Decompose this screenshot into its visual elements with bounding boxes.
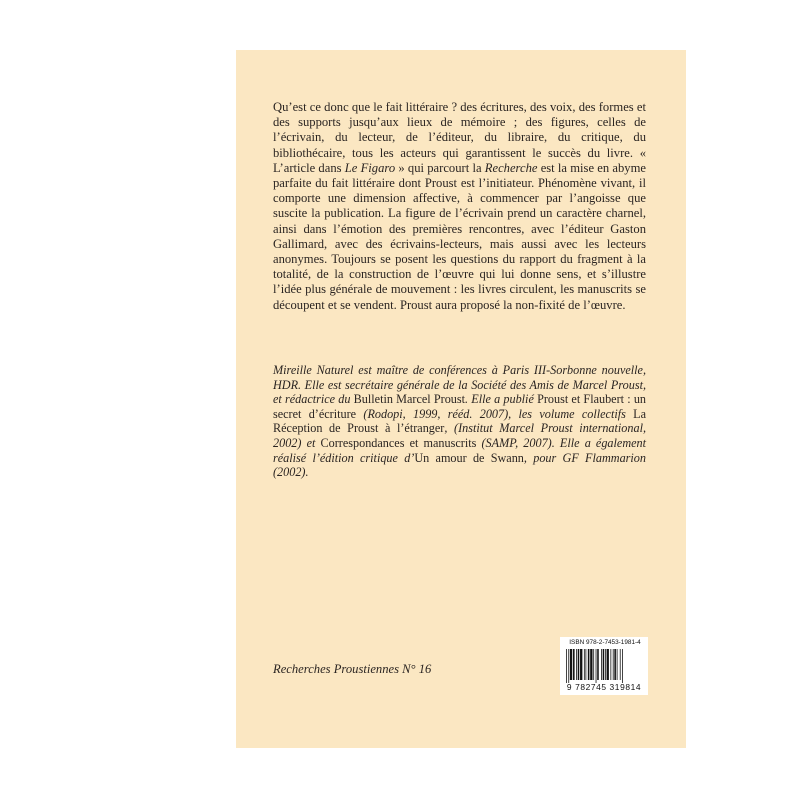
barcode-bar	[614, 649, 616, 680]
isbn-label: ISBN 978-2-7453-1981-4	[569, 639, 641, 646]
barcode-bar	[568, 649, 569, 683]
blurb-text: » qui parcourt la	[395, 160, 485, 175]
barcode-bar	[584, 649, 585, 680]
barcode-bar	[570, 649, 572, 680]
blurb-text: Qu’est ce donc que le fait littéraire ? des écritures, des voix, des formes et des supports jusqu’aux lieux de mémoire ; des figures, celles de l’écrivain, du lecteur, de l’éditeur, du libraire, du critique, du bibliothécaire, tous les acteurs qui garantissent le succès du livre. « L’article dans	[273, 100, 646, 175]
bio-text: , pour GF Flammarion (2002).	[273, 450, 646, 480]
bio-text: (Rodopi, 1999, rééd. 2007), les volume collectifs	[356, 406, 634, 421]
blurb-recherche-title: Recherche	[484, 160, 538, 175]
barcode-bar	[586, 649, 587, 680]
bio-text: , (Institut Marcel Proust international, 2002) et	[273, 421, 646, 450]
bio-title: Bulletin Marcel Proust	[353, 392, 466, 407]
blurb-figaro-title: Le Figaro	[344, 160, 396, 175]
bio-title: La Réception de Proust à l’étranger	[273, 406, 646, 436]
barcode-bar	[597, 649, 599, 680]
bio-text: Mireille Naturel est maître de conférences à Paris III-Sorbonne nouvelle, HDR. Elle est secrétaire générale de la Société des Amis de Marcel Proust, et rédactrice du	[273, 363, 646, 407]
barcode-bar	[576, 649, 577, 680]
bio-title: Un amour de Swann	[414, 450, 524, 465]
barcode-bar	[610, 649, 611, 680]
barcode-bar	[601, 649, 602, 680]
barcode-bar	[593, 649, 594, 680]
collection-name: Recherches Proustiennes N° 16	[273, 662, 432, 676]
barcode-bar	[580, 649, 582, 680]
blurb-paragraph	[273, 100, 646, 313]
barcode-bar	[590, 649, 592, 680]
bio-text: . Elle a publié	[465, 392, 538, 407]
blurb-text: est la mise en abyme parfaite du fait littéraire dont Proust est l’initiateur. Phénomène vivant, il comporte une dimension affective, à commencer par l’angoisse que suscite la publication. La figure de l’écrivain prend un caractère charnel, ainsi dans l’émotion des premières rencontres, avec l’éditeur Gaston Gallimard, avec des écrivains-lecteurs, mais aussi avec les lecteurs anonymes. Toujours se posent les questions du rapport du fragment à la totalité, de la construction de l’œuvre qui lui donne sens, et s’illustre l’idée plus générale de mouvement : les livres circulent, les manuscrits se découpent et se vendent. Proust aura proposé la non-fixité de l’œuvre.	[273, 160, 646, 312]
barcode-bar	[573, 649, 575, 680]
book-back-cover	[236, 50, 686, 748]
barcode-bar	[622, 649, 623, 683]
barcode-bar	[617, 649, 618, 680]
bio-title: Correspondances et manuscrits	[320, 435, 477, 450]
author-bio	[273, 363, 646, 480]
barcode-bar	[566, 649, 567, 683]
ean-number: 9 782745 319814	[566, 682, 642, 692]
barcode-bar	[603, 649, 605, 680]
barcode-bars	[566, 649, 642, 683]
barcode-bar	[605, 649, 606, 680]
barcode-bar	[607, 649, 609, 680]
barcode-bar	[588, 649, 590, 680]
bio-text: (SAMP, 2007). Elle a également réalisé l’édition critique d’	[273, 435, 647, 465]
barcode-bar	[613, 649, 614, 680]
barcode-bar	[578, 649, 580, 680]
barcode-bar	[596, 649, 597, 683]
barcode	[560, 637, 648, 695]
barcode-bar	[620, 649, 621, 680]
bio-title: Proust et Flaubert : un secret d’écriture	[273, 392, 647, 421]
